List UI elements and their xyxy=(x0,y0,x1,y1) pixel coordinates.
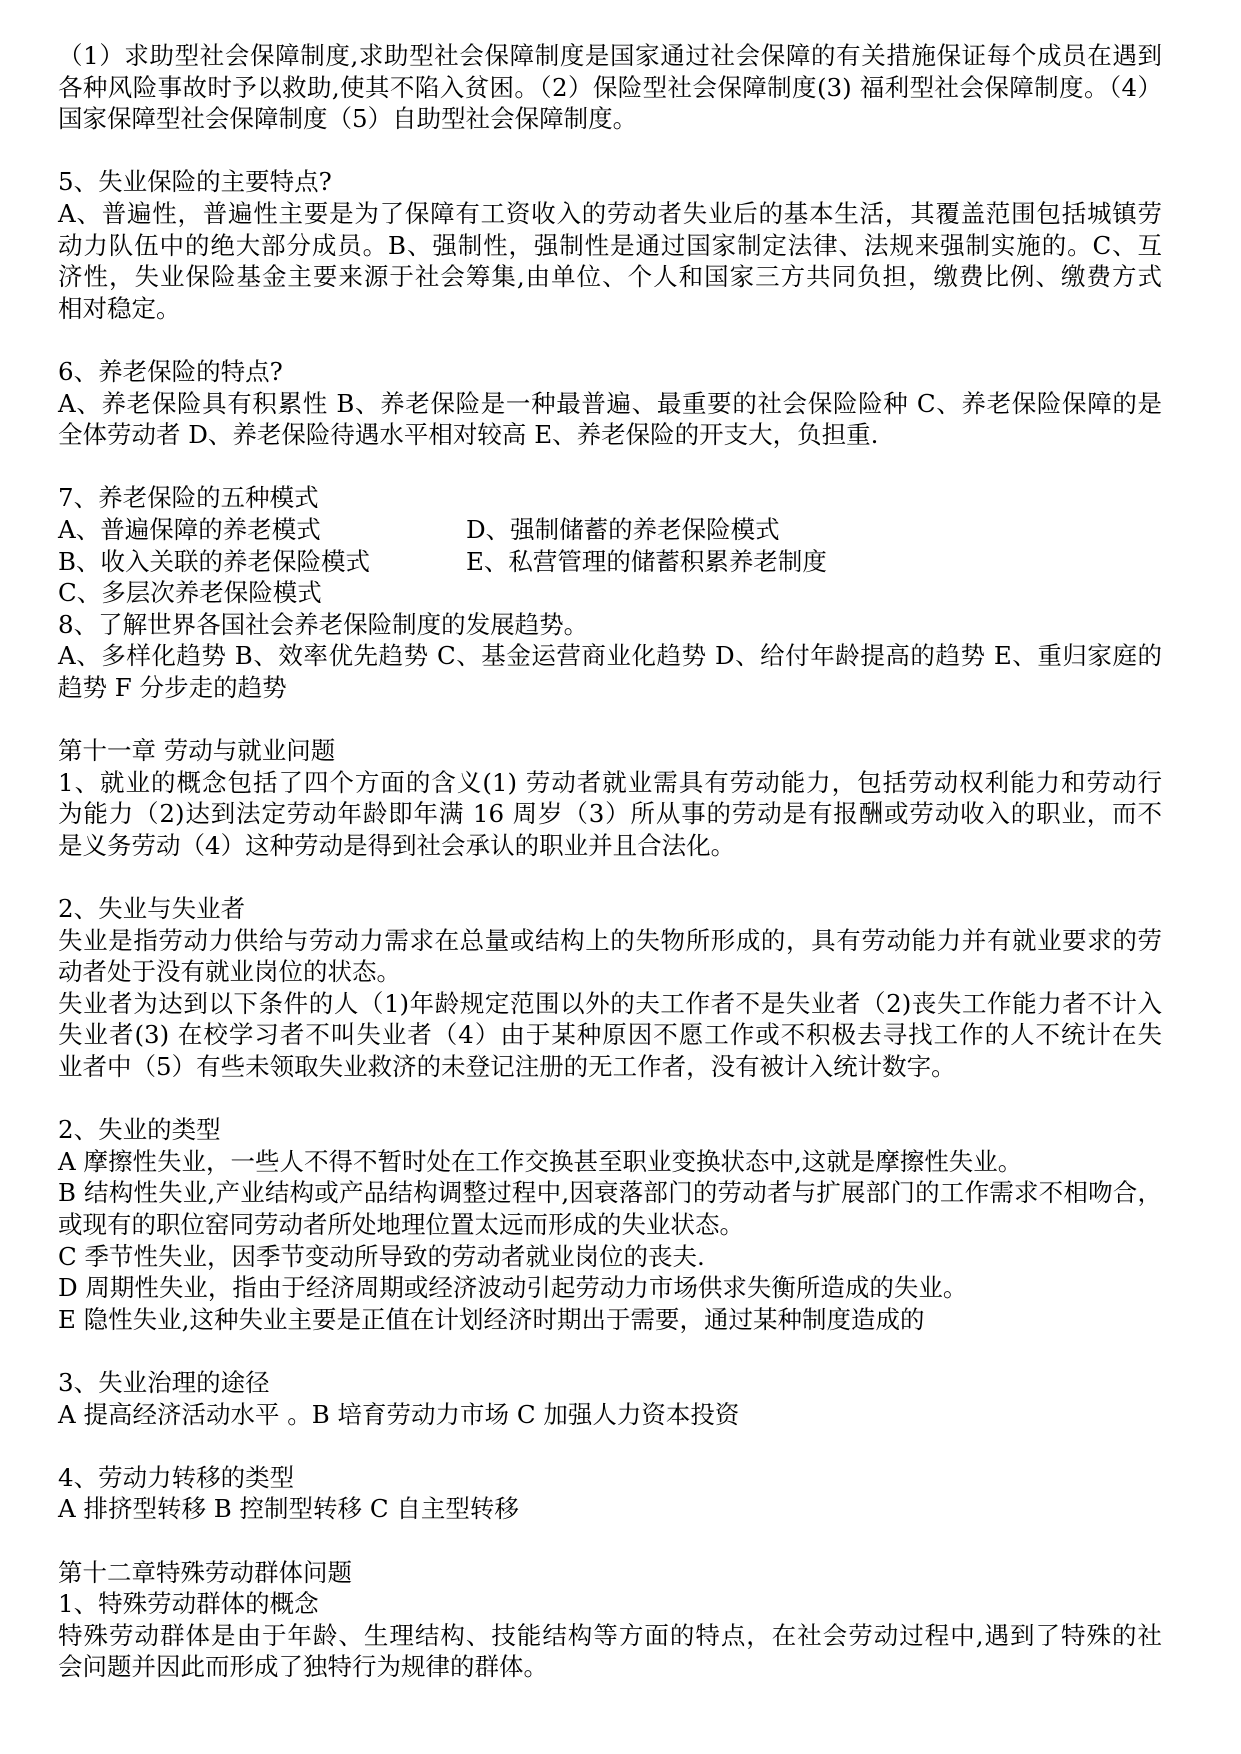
blank-line xyxy=(58,1335,1241,1367)
chapter-heading: 第十二章特殊劳动群体问题 xyxy=(58,1557,352,1587)
paragraph-line: C 季节性失业，因季节变动所导致的劳动者就业岗位的丧夫. xyxy=(58,1241,705,1271)
paragraph-line: 各种风险事故时予以救助,使其不陷入贫困。（2）保险型社会保障制度(3) 福利型社会保障制度。（4） xyxy=(58,72,1162,102)
mode-item: A、普遍保障的养老模式 xyxy=(58,514,321,544)
paragraph-line: 全体劳动者 D、养老保险待遇水平相对较高 E、养老保险的开支大，负担重. xyxy=(58,420,879,450)
paragraph-line: A 排挤型转移 B 控制型转移 C 自主型转移 xyxy=(58,1494,519,1524)
paragraph-line: A 摩擦性失业，一些人不得不暂时处在工作交换甚至职业变换状态中,这就是摩擦性失业。 xyxy=(58,1146,1023,1176)
question-heading: 5、失业保险的主要特点? xyxy=(58,167,332,197)
paragraph-line: 业者中（5）有些未领取失业救济的未登记注册的无工作者，没有被计入统计数字。 xyxy=(58,1052,956,1081)
blank-line xyxy=(58,1525,1241,1557)
mode-row xyxy=(58,546,1162,578)
paragraph-line: 济性，失业保险基金主要来源于社会筹集,由单位、个人和国家三方共同负担，缴费比例、缴费方式 xyxy=(58,262,1162,292)
question-heading: 6、养老保险的特点? xyxy=(58,356,283,386)
paragraph-line: 动者处于没有就业岗位的状态。 xyxy=(58,957,401,987)
question-heading: 3、失业治理的途径 xyxy=(58,1367,270,1397)
paragraph-line: 国家保障型社会保障制度（5）自助型社会保障制度。 xyxy=(58,104,638,134)
paragraph-line: 失业者为达到以下条件的人（1)年龄规定范围以外的夫工作者不是失业者（2)丧失工作能力者不计入 xyxy=(58,988,1162,1018)
paragraph-line: 失业是指劳动力供给与劳动力需求在总量或结构上的失物所形成的，具有劳动能力并有就业要求的劳 xyxy=(58,925,1162,955)
paragraph-line: E 隐性失业,这种失业主要是正值在计划经济时期出于需要，通过某种制度造成的 xyxy=(58,1304,925,1334)
blank-line xyxy=(58,324,1241,356)
mode-row xyxy=(58,577,1162,609)
question-heading: 2、失业与失业者 xyxy=(58,894,246,924)
mode-item: B、收入关联的养老保险模式 xyxy=(58,546,371,576)
question-heading: 8、了解世界各国社会养老保险制度的发展趋势。 xyxy=(58,609,589,639)
paragraph-line: 会问题并因此而形成了独特行为规律的群体。 xyxy=(58,1652,548,1682)
paragraph-line: 1、就业的概念包括了四个方面的含义(1) 劳动者就业需具有劳动能力，包括劳动权利能力和劳动行 xyxy=(58,767,1162,797)
paragraph-line: A、普遍性，普遍性主要是为了保障有工资收入的劳动者失业后的基本生活，其覆盖范围包括城镇劳 xyxy=(58,198,1162,228)
paragraph-line: B 结构性失业,产业结构或产品结构调整过程中,因衰落部门的劳动者与扩展部门的工作需求不相吻合， xyxy=(58,1178,1162,1208)
paragraph-line: A 提高经济活动水平 。B 培育劳动力市场 C 加强人力资本投资 xyxy=(58,1399,740,1429)
blank-line xyxy=(58,451,1241,483)
paragraph-line: 动力队伍中的绝大部分成员。B、强制性，强制性是通过国家制定法律、法规来强制实施的。C、互 xyxy=(58,230,1162,260)
paragraph-line: A、多样化趋势 B、效率优先趋势 C、基金运营商业化趋势 D、给付年龄提高的趋势 E、重归家庭的 xyxy=(58,641,1162,671)
paragraph-line: 相对稳定。 xyxy=(58,293,181,323)
paragraph-line: D 周期性失业，指由于经济周期或经济波动引起劳动力市场供求失衡所造成的失业。 xyxy=(58,1273,968,1303)
question-heading: 7、养老保险的五种模式 xyxy=(58,483,319,513)
paragraph-line: 趋势 F 分步走的趋势 xyxy=(58,672,287,702)
paragraph-line: A、养老保险具有积累性 B、养老保险是一种最普遍、最重要的社会保险险种 C、养老保险保障的是 xyxy=(58,388,1162,418)
mode-item: C、多层次养老保险模式 xyxy=(58,578,322,608)
blank-line xyxy=(58,1083,1241,1115)
blank-line xyxy=(58,703,1241,735)
paragraph-line: 或现有的职位窑同劳动者所处地理位置太远而形成的失业状态。 xyxy=(58,1209,744,1239)
blank-line xyxy=(58,861,1241,893)
question-heading: 2、失业的类型 xyxy=(58,1115,221,1145)
mode-item: D、强制储蓄的养老保险模式 xyxy=(466,514,780,544)
mode-item: E、私营管理的储蓄积累养老制度 xyxy=(466,546,827,576)
paragraph-line: 失业者(3) 在校学习者不叫失业者（4）由于某种原因不愿工作或不积极去寻找工作的人不统计在失 xyxy=(58,1020,1162,1050)
paragraph-line: 特殊劳动群体是由于年龄、生理结构、技能结构等方面的特点，在社会劳动过程中,遇到了特殊的社 xyxy=(58,1620,1162,1650)
blank-line xyxy=(58,1430,1241,1462)
paragraph-line: （1）求助型社会保障制度,求助型社会保障制度是国家通过社会保障的有关措施保证每个成员在遇到 xyxy=(58,41,1162,70)
chapter-heading: 第十一章 劳动与就业问题 xyxy=(58,736,336,766)
paragraph-line: 是义务劳动（4）这种劳动是得到社会承认的职业并且合法化。 xyxy=(58,830,736,860)
question-heading: 1、特殊劳动群体的概念 xyxy=(58,1589,319,1619)
paragraph-line: 为能力（2)达到法定劳动年龄即年满 16 周岁（3）所从事的劳动是有报酬或劳动收入的职业，而不 xyxy=(58,799,1162,829)
mode-row xyxy=(58,514,1162,546)
blank-line xyxy=(58,135,1241,167)
question-heading: 4、劳动力转移的类型 xyxy=(58,1462,295,1492)
